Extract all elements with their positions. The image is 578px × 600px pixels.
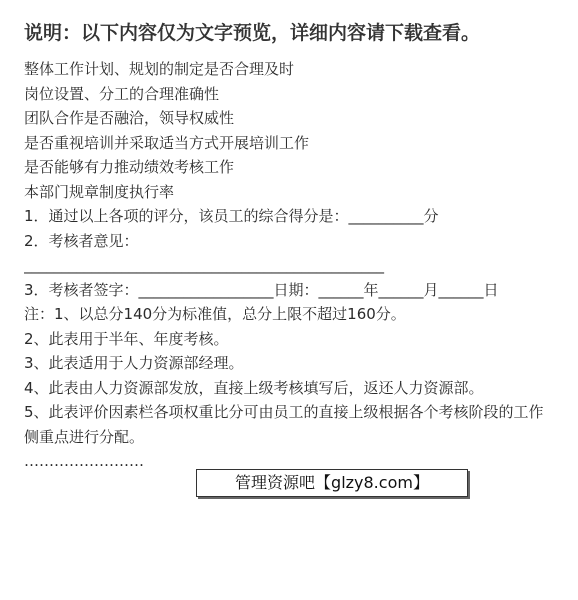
text-line: 整体工作计划、规划的制定是否合理及时 (24, 60, 295, 78)
opinion-blank: ________________________________________________ (24, 256, 384, 274)
score-line: 1．通过以上各项的评分，该员工的综合得分是：__________分 (24, 207, 439, 225)
continuation-ellipsis: …………………… (24, 452, 144, 470)
preview-notice: 说明：以下内容仅为文字预览，详细内容请下载查看。 (24, 22, 481, 44)
note-5: 5、此表评价因素栏各项权重比分可由员工的直接上级根据各个考核阶段的工作侧重点进行分配。 (24, 403, 544, 446)
text-line: 是否能够有力推动绩效考核工作 (24, 158, 235, 176)
signature-line: 3．考核者签字：__________________日期：______年______月______日 (24, 280, 499, 299)
note-1: 注：1、以总分140分为标准值，总分上限不超过160分。 (24, 305, 406, 323)
text-line: 岗位设置、分工的合理准确性 (24, 84, 220, 103)
note-2: 2、此表用于半年、年度考核。 (24, 329, 229, 348)
opinion-label: 2．考核者意见： (24, 231, 139, 250)
document-body (24, 57, 552, 474)
text-line: 团队合作是否融洽，领导权威性 (24, 109, 235, 127)
text-line: 本部门规章制度执行率 (24, 182, 175, 201)
text-line: 是否重视培训并采取适当方式开展培训工作 (24, 133, 310, 152)
note-3: 3、此表适用于人力资源部经理。 (24, 354, 244, 372)
watermark-stamp: 管理资源吧【glzy8.com】 (196, 469, 468, 497)
note-4: 4、此表由人力资源部发放，直接上级考核填写后，返还人力资源部。 (24, 378, 484, 397)
